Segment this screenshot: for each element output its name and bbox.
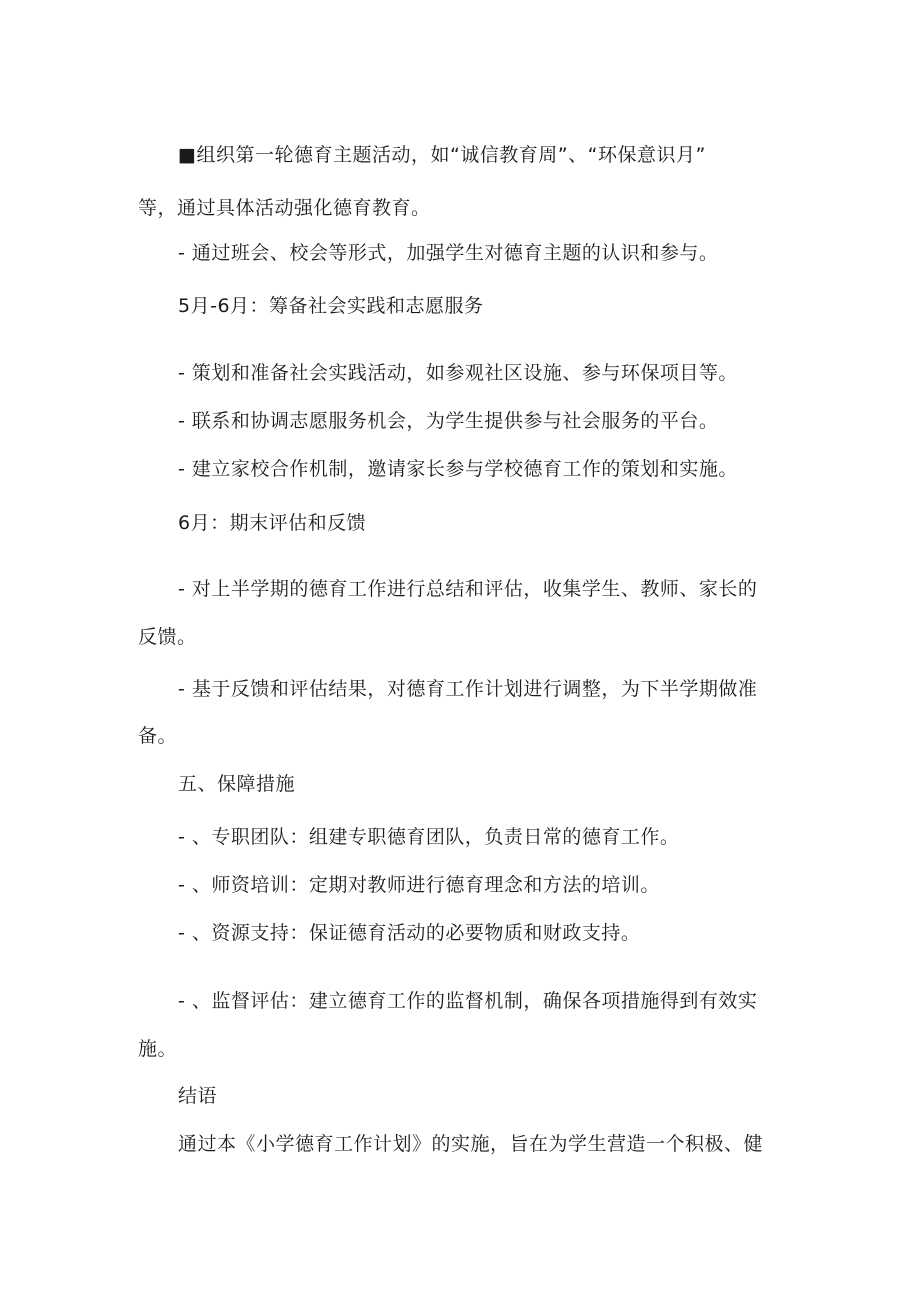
section-heading-may-june: 5月-6月：筹备社会实践和志愿服务 [178,295,484,317]
list-item-summary: - 对上半学期的德育工作进行总结和评估，收集学生、教师、家长的 [178,578,758,600]
section-heading-june: 6月：期末评估和反馈 [178,512,367,534]
list-item-volunteer: - 联系和协调志愿服务机会，为学生提供参与社会服务的平台。 [178,410,719,432]
list-item-dedicated-team: - 、专职团队：组建专职德育团队，负责日常的德育工作。 [178,826,680,848]
list-item-adjust-plan-cont: 备。 [138,725,178,747]
list-item-summary-cont: 反馈。 [138,626,197,648]
list-item-supervision-cont: 施。 [138,1038,178,1060]
list-item-resource-support: - 、资源支持：保证德育活动的必要物质和财政支持。 [178,922,641,944]
paragraph-theme-activities: ■组织第一轮德育主题活动，如“诚信教育周”、“环保意识月” [178,144,706,166]
section-heading-safeguards: 五、保障措施 [178,773,296,795]
list-item-home-school: - 建立家校合作机制，邀请家长参与学校德育工作的策划和实施。 [178,458,738,480]
list-item-class-meetings: - 通过班会、校会等形式，加强学生对德育主题的认识和参与。 [178,242,719,264]
section-heading-conclusion: 结语 [178,1085,218,1107]
paragraph-conclusion: 通过本《小学德育工作计划》的实施，旨在为学生营造一个积极、健 [178,1133,764,1155]
paragraph-theme-activities-cont: 等，通过具体活动强化德育教育。 [138,197,431,219]
list-item-adjust-plan: - 基于反馈和评估结果，对德育工作计划进行调整，为下半学期做准 [178,678,758,700]
list-item-teacher-training: - 、师资培训：定期对教师进行德育理念和方法的培训。 [178,874,660,896]
list-item-social-practice: - 策划和准备社会实践活动，如参观社区设施、参与环保项目等。 [178,362,738,384]
list-item-supervision: - 、监督评估：建立德育工作的监督机制，确保各项措施得到有效实 [178,990,758,1012]
